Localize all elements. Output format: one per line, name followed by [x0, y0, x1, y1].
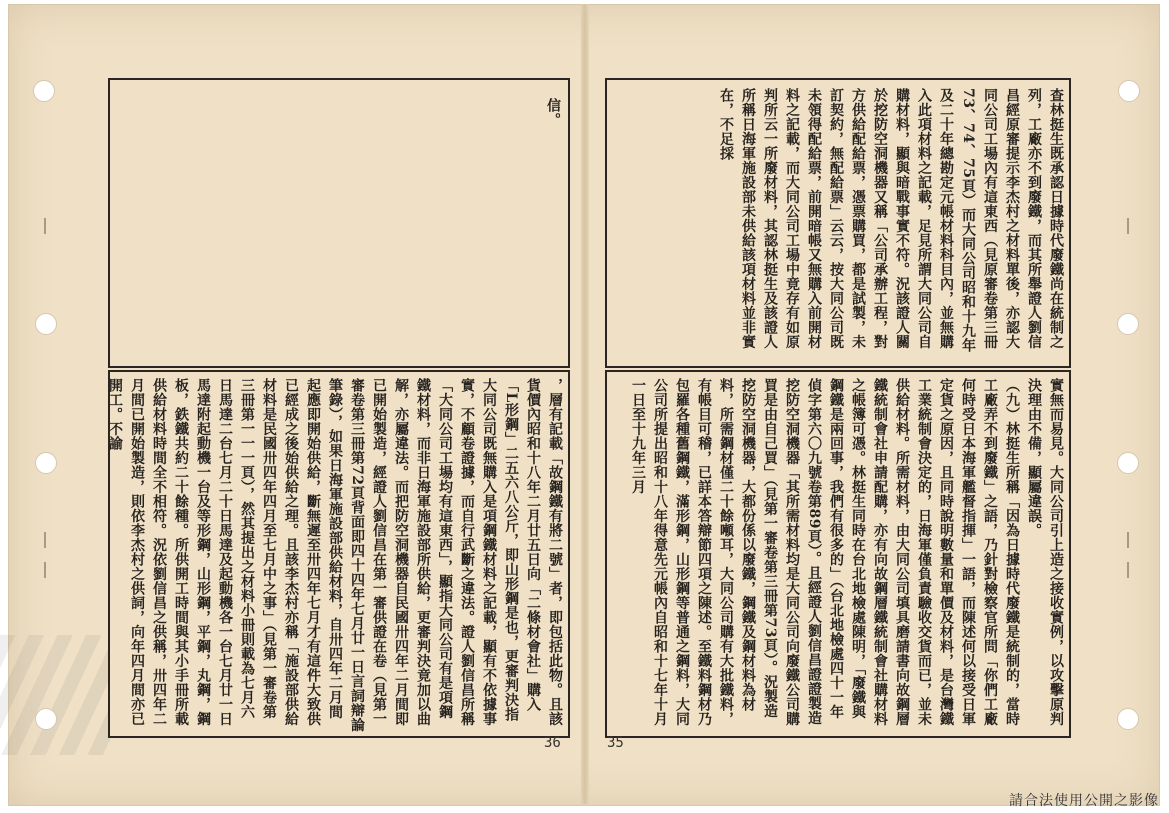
binder-hole [35, 452, 57, 474]
binder-hole [1117, 708, 1139, 730]
watermark-stripes [0, 635, 110, 755]
binder-hole [1117, 313, 1139, 335]
binding-mark [44, 532, 55, 548]
binding-mark [1127, 532, 1138, 548]
right-top-text: 查林挺生既承認日據時代廢鐵尚在統制之列，工廠亦不到廢鐵，而其所舉證人劉信昌經原審提示李杰村之材料單後，亦認大同公司工場內有這東西（見原審卷第三冊73、74、75頁）而大同公司昭和十九年及二十年總勘定元帳材料科目內，並無購入此項材料之記載，足見所謂大同公司自購材料，顯與暗戰事實不符。況該證人關於挖防空洞機器又稱「公司承辦工程，對方供給配給票，憑票購買，都是試製，未訂契約，無配給票」云云，按大同公司既未領得配給票，前開暗帳又無購入前開材料之記載，而大同公司工場中竟存有如原判所云一所廢材料，其認林挺生及該證人所稱日海軍施設部未供給該項材料並非實在，不足採 [718, 88, 1064, 353]
binding-mark [44, 218, 55, 234]
binder-hole [35, 313, 57, 335]
left-bottom-text: ，層有記載「故鋼鐵有將二號」者，即包括此物。且該貨價內昭和十八年二月廿五日向「二條材會社」購入「L形鋼」二五六八公斤，即山形鋼是也，更審判決指大同公司既無購入是項鋼鐵材料之記載，顯有不依據事實，不顧卷證據，而自行武斷之違法。證人劉信昌所稱「大同公司工場均有這東西」，顯指大同公司有是項鋼鐵材料，而非日海軍施設部所供給，更審判決竟加以曲解，亦屬違法。而把防空洞機器自民國卅四年二月間即已開始製造，經證人劉信昌在第一審供證在卷（見第一審卷第三冊第72頁背面即四十四年七月廿一日言詞辯論筆錄），如果日海軍施設部供給材料，自卅四年二月間起應即開始供給，斷無遲至卅四年七月才有這件大致供已經成之後始供給之理。且該李杰村亦稱「施設部供給材料是民國卅四年四月至七月中之事」（見第一審卷第三冊第一一一頁），然其提出之材料小冊則載為七月六日馬達二台七月二十日馬達及起動機各一台七月廿一日馬達附起動機一台及等形鋼，山形鋼，平鋼，丸鋼，鋼板，鉄鐵共約二十餘種。所供開工時間與其小手冊所載供給材料時間全不相符。況依劉信昌之供稱，卅四年二月間已開始製造，則依李杰村之供詞，向年四月間亦已開工。不諭 [107, 378, 563, 732]
right-page-number: 35 [607, 735, 624, 751]
left-top-box [108, 78, 570, 368]
binding-mark [1127, 562, 1138, 578]
right-bottom-text: 實無而易見。大同公司引上造之接收實例，以攻擊原判決理由不備，顯屬違誤。 （九）林挺生所稱「因為日據時代廢鐵是統制的，當時工廠弄不到廢鐵」之語，乃針對檢察官所問「你們工廠何時受日本海軍艦督指揮」一語，而陳述何以接受日軍定貨之原因，且同時說明數量和單價及材料，是台灣鐵工業統制會決定的，日海軍僅負責驗收交貨而已，並未供給材料。所需材料，由大同公司填具磨請書向故鋼層鐵統制會社申請配購，亦有向故鋼層鐵統制會社購材料之帳簿可憑。林挺生同時在台北地檢處陳明，「廢鐵與鋼鐵是兩回事，我們有很多的」（台北地檢處四十一年偵字第六〇九號卷第89頁）。且經證人劉信昌證證製造挖防空洞機器「其所需材料均是大同公司向廢鐵公司購買是由自己買」（見第一審卷第三冊第73頁）。況製造挖防空洞機器，大都份係以廢鐵，鋼鐵及鋼材料為材料，所需鋼材僅二十餘噸耳，大同公司購有大批鐵料，有帳目可稽，已詳本答辯節四項之陳述。至鐵料鋼材乃包羅各種舊鋼鐵，滿形鋼，山形鋼等普通之鋼料，大同公司所提出昭和十八年得意先元帳內自昭和十七年十月一日至十九年三月 [630, 378, 1064, 726]
page-fold [581, 4, 589, 804]
left-page-number: 36 [544, 735, 561, 751]
usage-notice: 請合法使用公開之影像 [1009, 793, 1159, 809]
binder-hole [1118, 80, 1140, 102]
binding-mark [44, 562, 55, 578]
binder-hole [35, 708, 57, 730]
binder-hole [1117, 452, 1139, 474]
binder-hole [33, 80, 55, 102]
left-top-column: 信。 [545, 98, 561, 127]
binding-mark [1127, 218, 1138, 234]
